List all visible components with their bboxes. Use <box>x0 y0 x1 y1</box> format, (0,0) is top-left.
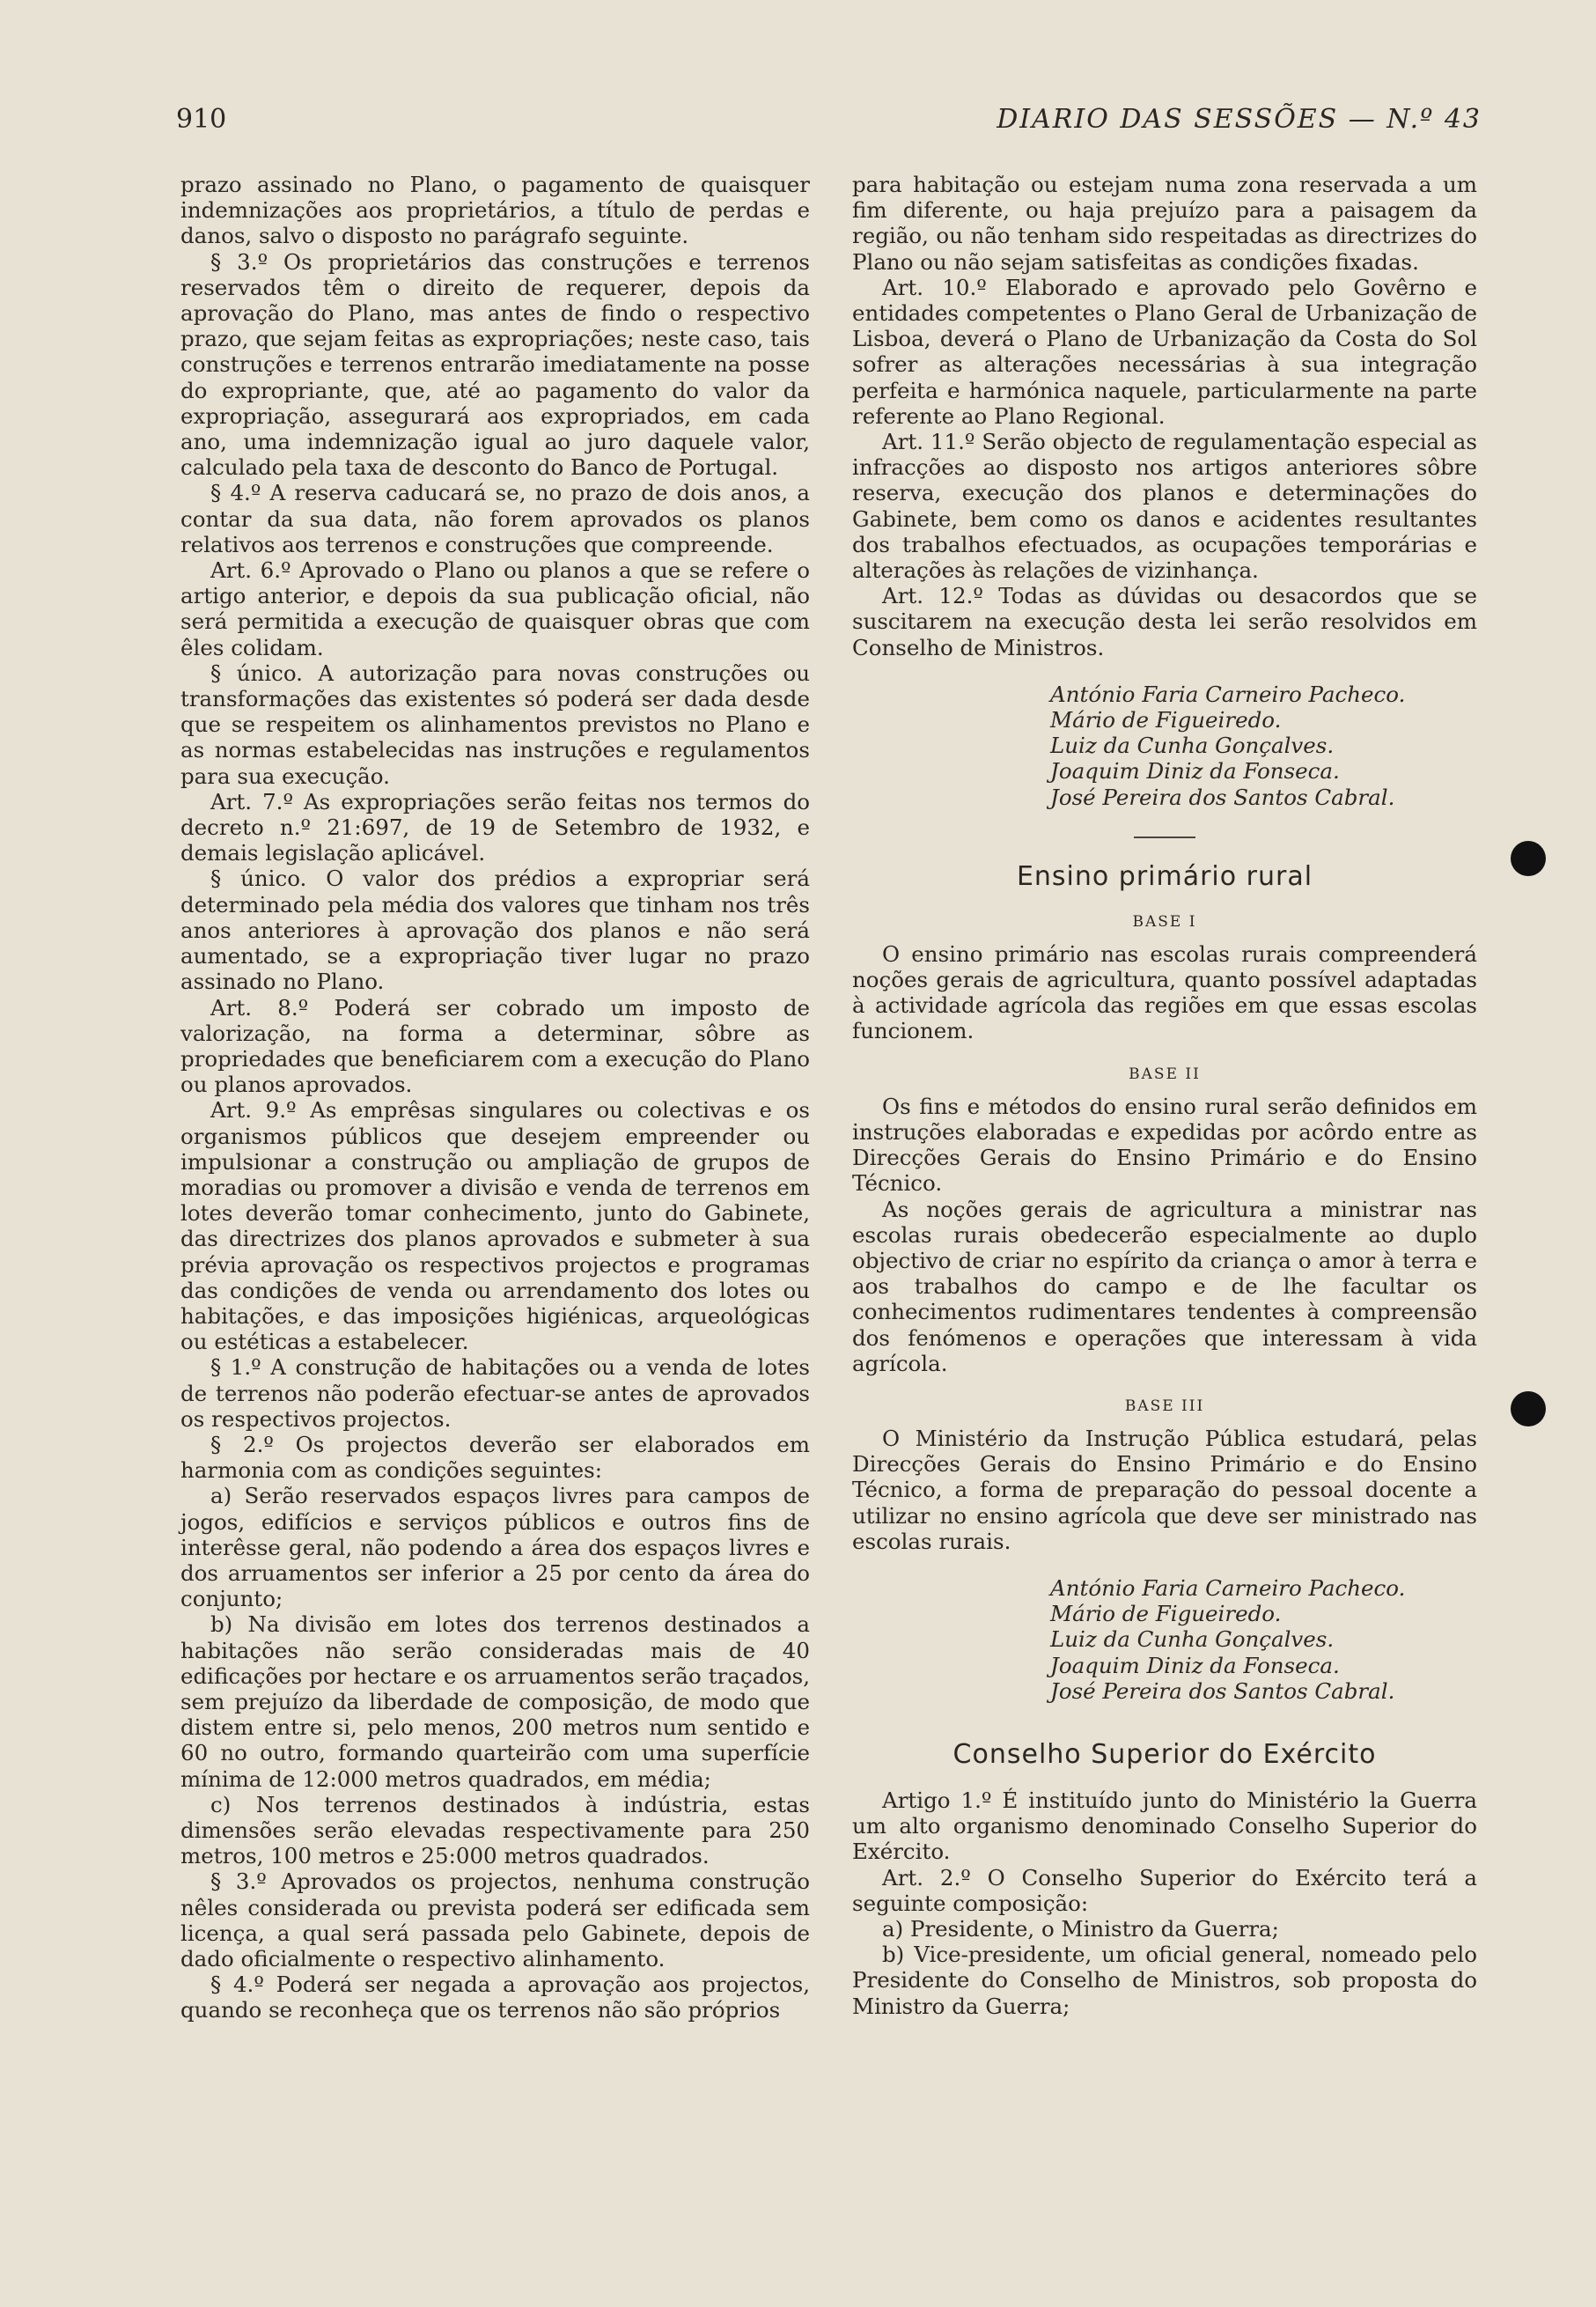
signature-name: António Faria Carneiro Pacheco. <box>1050 1574 1406 1601</box>
section-title-ensino: Ensino primário rural <box>1016 860 1313 892</box>
right-column <box>852 172 1477 2019</box>
paragraph: § 3.º Os proprietários das construções e terrenos reservados têm o direito de requerer, depois da aprovação do Plano, mas antes de findo o respectivo prazo, que sejam feitas as expropriações; neste caso, tais construções e terrenos entrarão imediatamente na posse do expropriante, que, até ao pagamento do valor da expropriação, assegurará aos expropriados, em cada ano, uma indemnização igual ao juro daquele valor, calculado pela taxa de desconto do Banco de Portugal. <box>180 248 810 481</box>
conselho-text <box>852 1787 1477 2019</box>
base-2-text <box>852 1094 1477 1376</box>
signature-name: Joaquim Diniz da Fonseca. <box>1050 1652 1340 1678</box>
paragraph: b) Vice-presidente, um oficial general, nomeado pelo Presidente do Conselho de Ministros, sob proposta do Ministro da Guerra; <box>852 1942 1477 2019</box>
punch-hole <box>1511 1391 1546 1426</box>
page-header <box>176 104 1482 139</box>
paragraph: As noções gerais de agricultura a ministrar nas escolas rurais obedecerão especialmente ao duplo objectivo de criar no espírito da criança o amor à terra e aos trabalhos do campo e de lhe facultar os conhecimentos rudimentares tendentes à compreensão dos fenómenos e operações que interessam à vida agrícola. <box>852 1196 1477 1376</box>
paragraph: § 3.º Aprovados os projectos, nenhuma construção nêles considerada ou prevista poderá ser edificada sem licença, a qual será passada pelo Gabinete, depois de dado oficialmente o respectivo alinhamento. <box>180 1868 810 1972</box>
paragraph: Art. 11.º Serão objecto de regulamentação especial as infracções ao disposto nos artigos anteriores sôbre reserva, execução dos planos e determinações do Gabinete, bem como os danos e acidentes resultantes dos trabalhos efectuados, as ocupações temporárias e alterações às relações de vizinhança. <box>852 429 1477 584</box>
paragraph: § 4.º Poderá ser negada a aprovação aos projectos, quando se reconheça que os terrenos não são próprios <box>180 1972 810 2023</box>
signature-name: Luiz da Cunha Gonçalves. <box>1050 733 1335 759</box>
punch-hole <box>1511 841 1546 876</box>
paragraph: Art. 9.º As emprêsas singulares ou colectivas e os organismos públicos que desejem empreender ou impulsionar a construção ou ampliação de grupos de moradias ou promover a divisão e venda de terrenos em lotes deverão tomar conhecimento, junto do Gabinete, das directrizes dos planos aprovados e submeter à sua prévia aprovação os respectivos projectos e programas das condições de venda ou arrendamento dos lotes ou habitações, e das imposições higiénicas, arqueológicas ou estéticas a estabelecer. <box>180 1097 810 1355</box>
signature-name: José Pereira dos Santos Cabral. <box>1050 784 1395 810</box>
paragraph: a) Presidente, o Ministro da Guerra; <box>882 1915 1279 1942</box>
signature-name: José Pereira dos Santos Cabral. <box>1050 1677 1395 1704</box>
publication-title: DIARIO DAS SESSÕES — N.º 43 <box>997 104 1482 135</box>
paragraph: O Ministério da Instrução Pública estudará, pelas Direcções Gerais do Ensino Primário e do Ensino Técnico, a forma de preparação do pessoal docente a utilizar no ensino agrícola que deve ser ministrado nas escolas rurais. <box>852 1425 1477 1554</box>
signature-block-2 <box>1050 1575 1477 1704</box>
paragraph: Art. 8.º Poderá ser cobrado um imposto de valorização, na forma a determinar, sôbre as propriedades que beneficiarem com a execução do Plano ou planos aprovados. <box>180 994 810 1098</box>
right-top-text <box>852 172 1477 660</box>
paragraph: Art. 10.º Elaborado e aprovado pelo Govêrno e entidades competentes o Plano Geral de Urbanização de Lisboa, deverá o Plano de Urbanização da Costa do Sol sofrer as alterações necessárias à sua integração perfeita e harmónica naquele, particularmente na parte referente ao Plano Regional. <box>852 274 1477 429</box>
paragraph: Art. 2.º O Conselho Superior do Exército terá a seguinte composição: <box>852 1864 1477 1916</box>
paragraph: § 1.º A construção de habitações ou a venda de lotes de terrenos não poderão efectuar-se antes de aprovados os respectivos projectos. <box>180 1354 810 1432</box>
base-3-text <box>852 1426 1477 1554</box>
paragraph: Art. 12.º Todas as dúvidas ou desacordos que se suscitarem na execução desta lei serão resolvidos em Conselho de Ministros. <box>852 583 1477 660</box>
page-number: 910 <box>176 104 227 135</box>
base-label: BASE III <box>1124 1397 1205 1415</box>
signature-name: Mário de Figueiredo. <box>1050 1601 1282 1627</box>
base-1-text <box>852 941 1477 1044</box>
paragraph: Art. 7.º As expropriações serão feitas nos termos do decreto n.º 21:697, de 19 de Setembro de 1932, e demais legislação aplicável. <box>180 788 810 866</box>
signature-name: Joaquim Diniz da Fonseca. <box>1050 758 1340 785</box>
paragraph: a) Serão reservados espaços livres para campos de jogos, edifícios e serviços públicos e outros fins de interêsse geral, não podendo a área dos espaços livres e dos arruamentos ser inferior a 25 por cento da área do conjunto; <box>180 1483 810 1612</box>
base-label: BASE II <box>1129 1065 1201 1083</box>
section-divider <box>1134 837 1195 838</box>
base-label: BASE I <box>1132 912 1197 931</box>
paragraph: prazo assinado no Plano, o pagamento de quaisquer indemnizações aos proprietários, a título de perdas e danos, salvo o disposto no parágrafo seguinte. <box>180 172 810 249</box>
paragraph: Art. 6.º Aprovado o Plano ou planos a que se refere o artigo anterior, e depois da sua publicação oficial, não será permitida a execução de quaisquer obras que com êles colidam. <box>180 557 810 660</box>
paragraph: Artigo 1.º É instituído junto do Ministério la Guerra um alto organismo denominado Conselho Superior do Exército. <box>852 1787 1477 1865</box>
paragraph: § único. A autorização para novas construções ou transformações das existentes só poderá ser dada desde que se respeitem os alinhamentos previstos no Plano e as normas estabelecidas nas instruções e regulamentos para sua execução. <box>180 660 810 789</box>
paragraph: § 4.º A reserva caducará se, no prazo de dois anos, a contar da sua data, não forem aprovados os planos relativos aos terrenos e construções que compreende. <box>180 480 810 557</box>
signature-block-1 <box>1050 682 1477 810</box>
paragraph: § único. O valor dos prédios a expropriar será determinado pela média dos valores que tinham nos três anos anteriores à aprovação dos planos e não será aumentado, se a expropriação tiver lugar no prazo assinado no Plano. <box>180 866 810 995</box>
signature-name: António Faria Carneiro Pacheco. <box>1050 681 1406 707</box>
paragraph: b) Na divisão em lotes dos terrenos destinados a habitações não serão consideradas mais de 40 edificações por hectare e os arruamentos serão traçados, sem prejuízo da liberdade de composição, de modo que distem entre si, pelo menos, 200 metros num sentido e 60 no outro, formando quarteirão com uma superfície mínima de 12:000 metros quadrados, em média; <box>180 1611 810 1792</box>
signature-name: Mário de Figueiredo. <box>1050 707 1282 733</box>
paragraph: Os fins e métodos do ensino rural serão definidos em instruções elaboradas e expedidas por acôrdo entre as Direcções Gerais do Ensino Primário e do Ensino Técnico. <box>852 1093 1477 1197</box>
paragraph: § 2.º Os projectos deverão ser elaborados em harmonia com as condições seguintes: <box>180 1431 810 1484</box>
section-title-conselho: Conselho Superior do Exército <box>952 1738 1377 1770</box>
signature-name: Luiz da Cunha Gonçalves. <box>1050 1626 1335 1653</box>
left-column <box>180 172 810 2023</box>
paragraph: c) Nos terrenos destinados à indústria, estas dimensões serão elevadas respectivamente para 250 metros, 100 metros e 25:000 metros quadrados. <box>180 1791 810 1869</box>
paragraph: para habitação ou estejam numa zona reservada a um fim diferente, ou haja prejuízo para a paisagem da região, ou não tenham sido respeitadas as directrizes do Plano ou não sejam satisfeitas as condições fixadas. <box>852 172 1477 275</box>
paragraph: O ensino primário nas escolas rurais compreenderá noções gerais de agricultura, quanto possível adaptadas à actividade agrícola das regiões em que essas escolas funcionem. <box>852 940 1477 1044</box>
